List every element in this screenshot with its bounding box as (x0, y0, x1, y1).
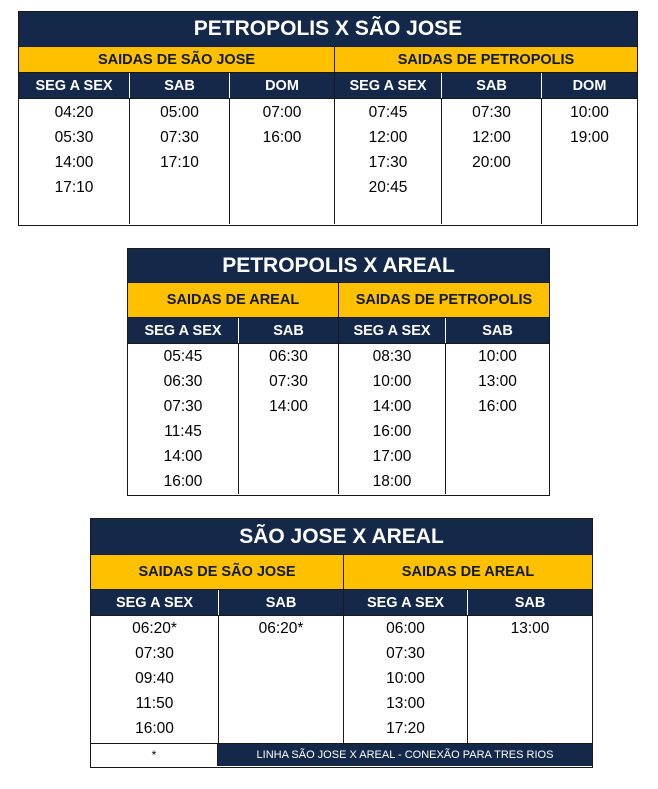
departure-time: 14:00 (163, 448, 203, 465)
departure-time: 18:00 (372, 473, 412, 490)
table-title: PETROPOLIS X AREAL (128, 249, 549, 283)
departure-time: 10:00 (386, 670, 425, 687)
departure-time: 14:00 (54, 154, 94, 171)
time-column (445, 344, 549, 494)
time-column (229, 99, 334, 224)
departure-time: 11:50 (135, 695, 174, 712)
departure-time: 13:00 (510, 620, 550, 637)
col-header-sab: SAB (238, 318, 338, 343)
departure-time: 17:10 (160, 154, 199, 171)
time-column (19, 99, 129, 224)
departure-time: 19:00 (570, 129, 609, 146)
footnote-row (91, 743, 592, 766)
departure-time: 07:45 (368, 104, 408, 121)
departure-time: 16:00 (135, 720, 174, 737)
departure-time: 14:00 (372, 398, 412, 415)
time-column (334, 99, 441, 224)
col-header-sab: SAB (445, 318, 549, 343)
table-title: PETROPOLIS X SÃO JOSE (19, 12, 637, 47)
time-column (467, 616, 592, 743)
direction-header-petropolis: SAIDAS DE PETROPOLIS (338, 283, 549, 317)
time-column (343, 616, 467, 743)
departure-time: 17:00 (372, 448, 412, 465)
departure-time: 06:00 (386, 620, 425, 637)
departure-time: 17:20 (386, 720, 425, 737)
departure-time: 20:00 (472, 154, 511, 171)
time-column (238, 344, 338, 494)
col-header-seg-sex: SEG A SEX (128, 318, 238, 343)
departure-time: 17:10 (54, 179, 94, 196)
departure-time: 07:30 (160, 129, 199, 146)
departure-time: 06:30 (163, 373, 203, 390)
departure-time: 10:00 (372, 373, 412, 390)
time-column (218, 616, 343, 743)
col-header-seg-sex: SEG A SEX (338, 318, 445, 343)
departure-time: 16:00 (372, 423, 412, 440)
footnote-text: LINHA SÃO JOSE X AREAL - CONEXÃO PARA TRES RIOS (218, 744, 592, 766)
departure-time: 07:30 (386, 645, 425, 662)
departure-time: 20:45 (368, 179, 408, 196)
direction-header-areal: SAIDAS DE AREAL (343, 555, 592, 589)
col-header-sab: SAB (441, 73, 541, 98)
col-header-sab: SAB (129, 73, 229, 98)
schedule-petropolis-areal (127, 248, 550, 496)
schedule-sao-jose-areal (90, 518, 593, 768)
departure-time: 10:00 (478, 348, 517, 365)
direction-header-sao-jose: SAIDAS DE SÃO JOSE (91, 555, 343, 589)
departure-time: 16:00 (478, 398, 517, 415)
departure-time: 12:00 (368, 129, 408, 146)
departure-time: 07:30 (135, 645, 174, 662)
col-header-seg-sex: SEG A SEX (334, 73, 441, 98)
departure-time: 07:30 (163, 398, 203, 415)
departure-time: 12:00 (472, 129, 511, 146)
departure-time: 07:30 (269, 373, 308, 390)
direction-header-areal: SAIDAS DE AREAL (128, 283, 338, 317)
departure-time: 07:00 (262, 104, 302, 121)
departure-time: 10:00 (570, 104, 609, 121)
time-column (541, 99, 637, 224)
departure-time: 07:30 (472, 104, 511, 121)
time-column (129, 99, 229, 224)
departure-time: 05:00 (160, 104, 199, 121)
col-header-dom: DOM (541, 73, 637, 98)
col-header-seg-sex: SEG A SEX (19, 73, 129, 98)
direction-header-petropolis: SAIDAS DE PETROPOLIS (334, 47, 637, 72)
col-header-sab: SAB (218, 590, 343, 615)
departure-time: 16:00 (163, 473, 203, 490)
col-header-dom: DOM (229, 73, 334, 98)
col-header-seg-sex: SEG A SEX (343, 590, 467, 615)
departure-time: 13:00 (478, 373, 517, 390)
departure-time: 14:00 (269, 398, 308, 415)
direction-header-sao-jose: SAIDAS DE SÃO JOSE (19, 47, 334, 72)
time-column (128, 344, 238, 494)
departure-time: 09:40 (135, 670, 174, 687)
footnote-marker: * (91, 744, 218, 766)
departure-time: 16:00 (262, 129, 302, 146)
departure-time: 17:30 (368, 154, 408, 171)
col-header-sab: SAB (467, 590, 592, 615)
departure-time: 13:00 (386, 695, 425, 712)
schedule-petropolis-sao-jose (18, 11, 638, 226)
departure-time: 04:20 (54, 104, 94, 121)
departure-time: 06:20* (258, 620, 304, 637)
departure-time: 05:45 (163, 348, 203, 365)
col-header-seg-sex: SEG A SEX (91, 590, 218, 615)
time-column (91, 616, 218, 743)
departure-time: 05:30 (54, 129, 94, 146)
time-column (338, 344, 445, 494)
departure-time: 11:45 (164, 423, 202, 440)
table-title: SÃO JOSE X AREAL (91, 519, 592, 555)
departure-time: 06:30 (269, 348, 308, 365)
departure-time: 08:30 (372, 348, 412, 365)
departure-time: 06:20* (132, 620, 177, 637)
time-column (441, 99, 541, 224)
